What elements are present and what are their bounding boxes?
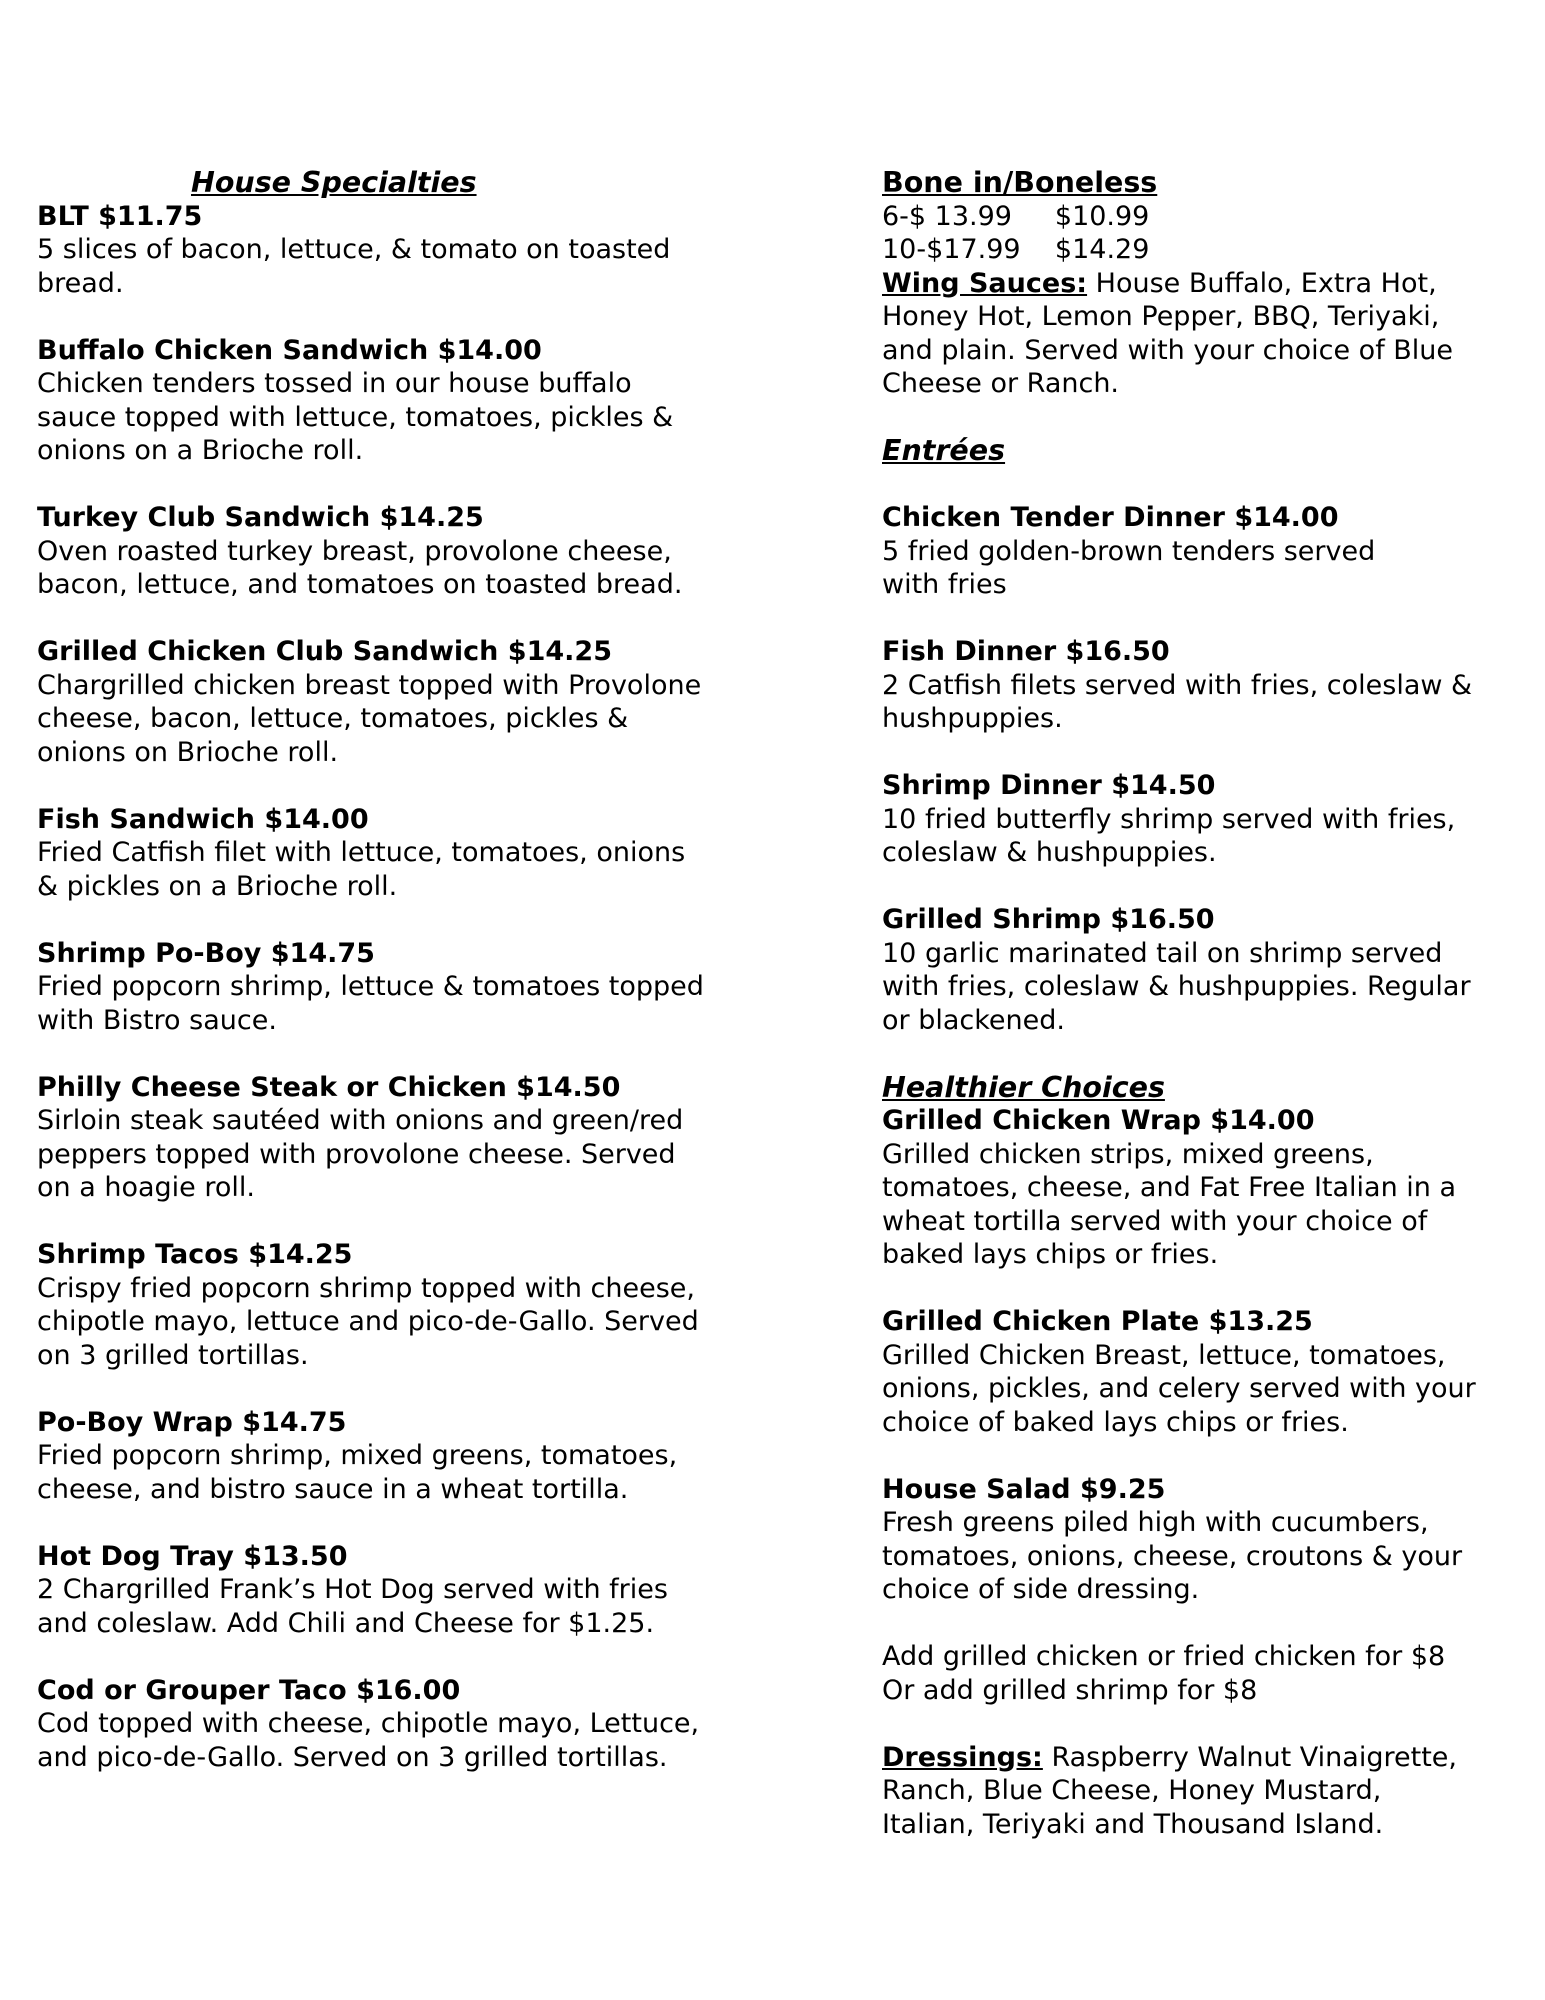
wings-title: Bone in/Boneless bbox=[882, 166, 1158, 199]
dressings-label: Dressings: bbox=[882, 1741, 1043, 1773]
menu-item-name: Shrimp Dinner $14.50 bbox=[882, 770, 1216, 801]
menu-item-description: 5 slices of bacon, lettuce, & tomato on toasted bread. bbox=[37, 234, 671, 299]
menu-item-description: Fresh greens piled high with cucumbers, tomatoes, onions, cheese, croutons & your choice of side dressing. bbox=[882, 1507, 1463, 1605]
menu-item bbox=[882, 1104, 1512, 1272]
menu-item bbox=[37, 501, 737, 602]
menu-item bbox=[37, 1238, 737, 1372]
menu-item-name: Shrimp Tacos $14.25 bbox=[37, 1239, 353, 1270]
menu-item bbox=[882, 1473, 1512, 1607]
menu-item bbox=[882, 769, 1512, 870]
menu-item-description: 2 Catfish filets served with fries, coleslaw & hushpuppies. bbox=[882, 669, 1473, 734]
menu-item-name: Hot Dog Tray $13.50 bbox=[37, 1540, 348, 1572]
healthier-choices-title: Healthier Choices bbox=[882, 1070, 1165, 1104]
right-column bbox=[882, 166, 1512, 1875]
menu-item-name: Grilled Chicken Club Sandwich $14.25 bbox=[37, 636, 612, 667]
menu-item-name: House Salad $9.25 bbox=[882, 1473, 1166, 1505]
menu-item-name: Po-Boy Wrap $14.75 bbox=[37, 1406, 347, 1438]
wings-price-line: 10-$17.99 $14.29 bbox=[882, 234, 1150, 265]
menu-item-description: Grilled Chicken Breast, lettuce, tomatoes, onions, pickles, and celery served with your choice of baked lays chips or fries. bbox=[882, 1339, 1476, 1438]
dressings bbox=[882, 1741, 1512, 1842]
menu-item-description: 10 garlic marinated tail on shrimp served with fries, coleslaw & hushpuppies. Regular or blackened. bbox=[882, 937, 1471, 1036]
menu-item bbox=[882, 1305, 1512, 1439]
menu-item-name: Fish Sandwich $14.00 bbox=[37, 803, 369, 835]
menu-item bbox=[37, 1674, 737, 1775]
left-column bbox=[37, 166, 737, 1808]
menu-item-name: Grilled Shrimp $16.50 bbox=[882, 904, 1215, 935]
wing-sauces-label: Wing Sauces: bbox=[882, 267, 1088, 299]
house-specialties-title: House Specialties bbox=[191, 166, 477, 199]
menu-item bbox=[882, 903, 1512, 1037]
menu-item-description: Fried popcorn shrimp, lettuce & tomatoes topped with Bistro sauce. bbox=[37, 971, 704, 1036]
menu-item-name: Buffalo Chicken Sandwich $14.00 bbox=[37, 334, 542, 366]
menu-item bbox=[37, 1071, 737, 1205]
menu-item-description: Cod topped with cheese, chipotle mayo, Lettuce, and pico-de-Gallo. Served on 3 grilled tortillas. bbox=[37, 1708, 700, 1773]
dressings-text: Raspberry Walnut Vinaigrette, Ranch, Blue Cheese, Honey Mustard, Italian, Teriyaki and Thousand Island. bbox=[882, 1741, 1457, 1840]
menu-item bbox=[37, 803, 737, 904]
wing-sauces-text: House Buffalo, Extra Hot, Honey Hot, Lemon Pepper, BBQ, Teriyaki, and plain. Served with your choice of Blue Cheese or Ranch. bbox=[882, 267, 1454, 399]
menu-item-name: Grilled Chicken Wrap $14.00 bbox=[882, 1105, 1315, 1136]
menu-item-name: Shrimp Po-Boy $14.75 bbox=[37, 937, 375, 969]
menu-item-description: Fried Catfish filet with lettuce, tomatoes, onions & pickles on a Brioche roll. bbox=[37, 837, 686, 902]
menu-item-description: Oven roasted turkey breast, provolone cheese, bacon, lettuce, and tomatoes on toasted bread. bbox=[37, 535, 683, 600]
menu-item bbox=[37, 937, 737, 1038]
menu-item-name: Grilled Chicken Plate $13.25 bbox=[882, 1306, 1313, 1337]
menu-item-description: Chargrilled chicken breast topped with Provolone cheese, bacon, lettuce, tomatoes, pickles & onions on Brioche roll. bbox=[37, 669, 702, 768]
menu-item bbox=[37, 200, 737, 301]
menu-item-description: Crispy fried popcorn shrimp topped with cheese, chipotle mayo, lettuce and pico-de-Gallo. Served on 3 grilled tortillas. bbox=[37, 1272, 699, 1371]
menu-item-description: 10 fried butterfly shrimp served with fries, coleslaw & hushpuppies. bbox=[882, 803, 1456, 868]
entrees-title: Entrées bbox=[882, 434, 1006, 467]
menu-item-description: 2 Chargrilled Frank’s Hot Dog served with fries and coleslaw. Add Chili and Cheese for $1.25. bbox=[37, 1574, 668, 1639]
menu-item bbox=[37, 1540, 737, 1641]
menu-item-description: Chicken tenders tossed in our house buffalo sauce topped with lettuce, tomatoes, pickles & onions on a Brioche roll. bbox=[37, 368, 674, 466]
menu-item bbox=[37, 635, 737, 769]
salad-addon-line: Or add grilled shrimp for $8 bbox=[882, 1674, 1258, 1706]
menu-item-name: Philly Cheese Steak or Chicken $14.50 bbox=[37, 1071, 621, 1103]
menu-item-name: Fish Dinner $16.50 bbox=[882, 636, 1170, 667]
menu-item bbox=[37, 1406, 737, 1507]
menu-item bbox=[37, 334, 737, 468]
wing-sauces bbox=[882, 267, 1512, 401]
menu-item-description: Grilled chicken strips, mixed greens, tomatoes, cheese, and Fat Free Italian in a wheat tortilla served with your choice of baked lays chips or fries. bbox=[882, 1138, 1457, 1270]
menu-item-name: Turkey Club Sandwich $14.25 bbox=[37, 502, 484, 533]
menu-item-description: 5 fried golden-brown tenders served with fries bbox=[882, 535, 1376, 600]
menu-item-name: BLT $11.75 bbox=[37, 200, 203, 232]
wings-price-line: 6-$ 13.99 $10.99 bbox=[882, 200, 1150, 232]
menu-item-name: Chicken Tender Dinner $14.00 bbox=[882, 502, 1339, 533]
menu-item bbox=[882, 635, 1512, 736]
menu-item-description: Fried popcorn shrimp, mixed greens, tomatoes, cheese, and bistro sauce in a wheat tortilla. bbox=[37, 1440, 678, 1505]
spacer bbox=[882, 1707, 1512, 1741]
menu-item-name: Cod or Grouper Taco $16.00 bbox=[37, 1674, 461, 1706]
menu-item bbox=[882, 501, 1512, 602]
salad-addon-line: Add grilled chicken or fried chicken for $8 bbox=[882, 1641, 1446, 1672]
menu-item-description: Sirloin steak sautéed with onions and green/red peppers topped with provolone cheese. Served on a hoagie roll. bbox=[37, 1105, 684, 1203]
